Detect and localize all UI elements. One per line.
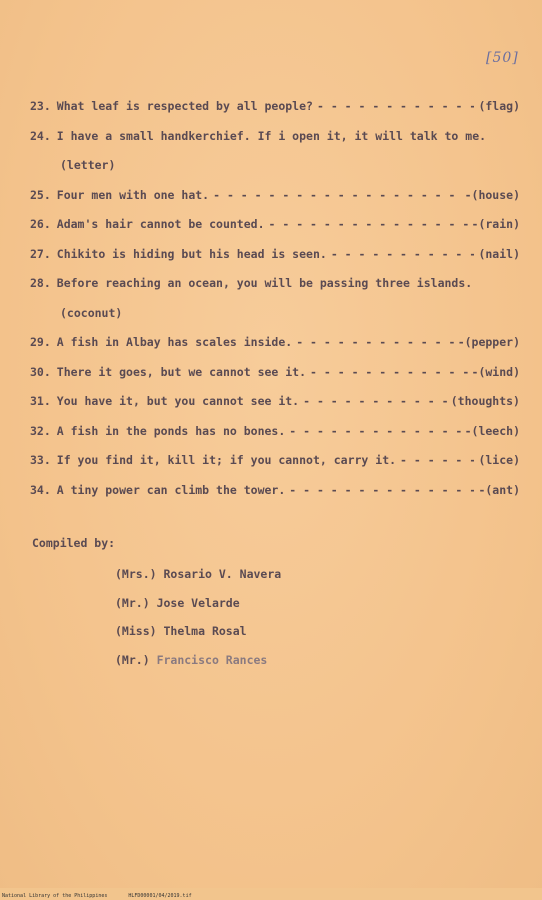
compiler-title: (Mr.): [115, 595, 150, 610]
compiler-name: Francisco Rances: [156, 652, 268, 667]
compiler-list: [115, 564, 281, 678]
compiler-name: Jose Velarde: [156, 595, 240, 610]
footer-filename: HLFD00001/04/2019.tif: [128, 893, 192, 899]
riddle-answer: (thoughts): [450, 394, 520, 408]
riddle-number: 33.: [30, 453, 51, 467]
riddle-entry: [30, 332, 520, 362]
riddle-entry: [30, 273, 520, 303]
compiler-entry: [115, 621, 281, 650]
dash-leader: [400, 450, 474, 470]
riddle-entry-continuation: [30, 155, 520, 185]
compiled-by-label: Compiled by:: [32, 536, 116, 550]
riddle-question: I have a small handkerchief. If i open it, it will talk to me.: [56, 128, 487, 143]
riddle-answer: (lice): [478, 453, 520, 467]
riddle-number: 24.: [30, 128, 51, 143]
riddle-question: If you find it, kill it; if you cannot, carry it.: [56, 453, 397, 467]
riddle-entry-continuation: [30, 303, 520, 333]
riddle-question: A fish in Albay has scales inside.: [56, 335, 293, 349]
riddle-number: 23.: [30, 99, 51, 113]
riddle-answer: (coconut): [60, 305, 123, 320]
riddle-question: Chikito is hiding but his head is seen.: [56, 246, 327, 261]
riddle-number: 32.: [30, 423, 51, 438]
riddle-number: 31.: [30, 394, 51, 408]
scan-footer: [2, 893, 210, 899]
riddle-number: 29.: [30, 335, 51, 349]
riddle-entry: [30, 480, 520, 510]
compiler-entry: [115, 564, 281, 593]
dash-leader: [289, 421, 460, 441]
riddle-answer: -(rain): [471, 217, 520, 231]
riddle-question: A tiny power can climb the tower.: [56, 482, 286, 497]
riddle-entry: [30, 214, 520, 244]
riddle-number: 28.: [30, 276, 51, 290]
riddle-answer: -(leech): [464, 423, 520, 438]
riddle-entry: [30, 421, 520, 451]
riddle-question: You have it, but you cannot see it.: [56, 394, 300, 408]
riddle-entry: [30, 391, 520, 421]
riddle-answer: -(ant): [478, 482, 520, 497]
riddle-number: 27.: [30, 246, 51, 261]
compiler-name: Rosario V. Navera: [163, 567, 282, 581]
riddle-answer: -(pepper): [457, 335, 520, 349]
riddle-number: 25.: [30, 187, 51, 202]
riddle-question: Before reaching an ocean, you will be passing three islands.: [56, 276, 473, 290]
compiler-name: Thelma Rosal: [163, 624, 247, 638]
riddle-question: What leaf is respected by all people?: [56, 99, 313, 113]
riddle-question: A fish in the ponds has no bones.: [56, 423, 286, 438]
page-number: [50]: [486, 50, 519, 66]
compiler-entry: [115, 593, 281, 622]
dash-leader: [213, 185, 461, 205]
dash-leader: [310, 362, 468, 382]
dash-leader: [303, 391, 447, 411]
dash-leader: [269, 214, 468, 234]
riddle-question: Adam's hair cannot be counted.: [56, 217, 265, 231]
riddle-number: 26.: [30, 217, 51, 231]
footer-source: National Library of the Philippines: [2, 893, 108, 899]
riddle-entry: [30, 450, 520, 480]
dash-leader: [317, 96, 474, 116]
dash-leader: [289, 480, 474, 500]
riddle-number: 30.: [30, 364, 51, 379]
riddle-question: Four men with one hat.: [56, 187, 210, 202]
riddle-answer: -(house): [464, 187, 520, 202]
dash-leader: [296, 332, 454, 352]
riddle-number: 34.: [30, 482, 51, 497]
riddle-answer: (letter): [60, 158, 116, 172]
riddle-list: [30, 96, 520, 509]
riddle-entry: [30, 185, 520, 215]
compiler-title: (Mr.): [115, 652, 150, 667]
dash-leader: [331, 244, 475, 264]
compiler-title: (Mrs.): [115, 567, 157, 581]
riddle-entry: [30, 362, 520, 392]
riddle-answer: (nail): [478, 246, 520, 261]
riddle-answer: (flag): [478, 99, 520, 113]
compiler-entry: [115, 650, 281, 679]
riddle-entry: [30, 126, 520, 156]
compiler-title: (Miss): [115, 624, 157, 638]
riddle-entry: [30, 96, 520, 126]
riddle-answer: -(wind): [471, 364, 520, 379]
riddle-question: There it goes, but we cannot see it.: [56, 364, 307, 379]
riddle-entry: [30, 244, 520, 274]
